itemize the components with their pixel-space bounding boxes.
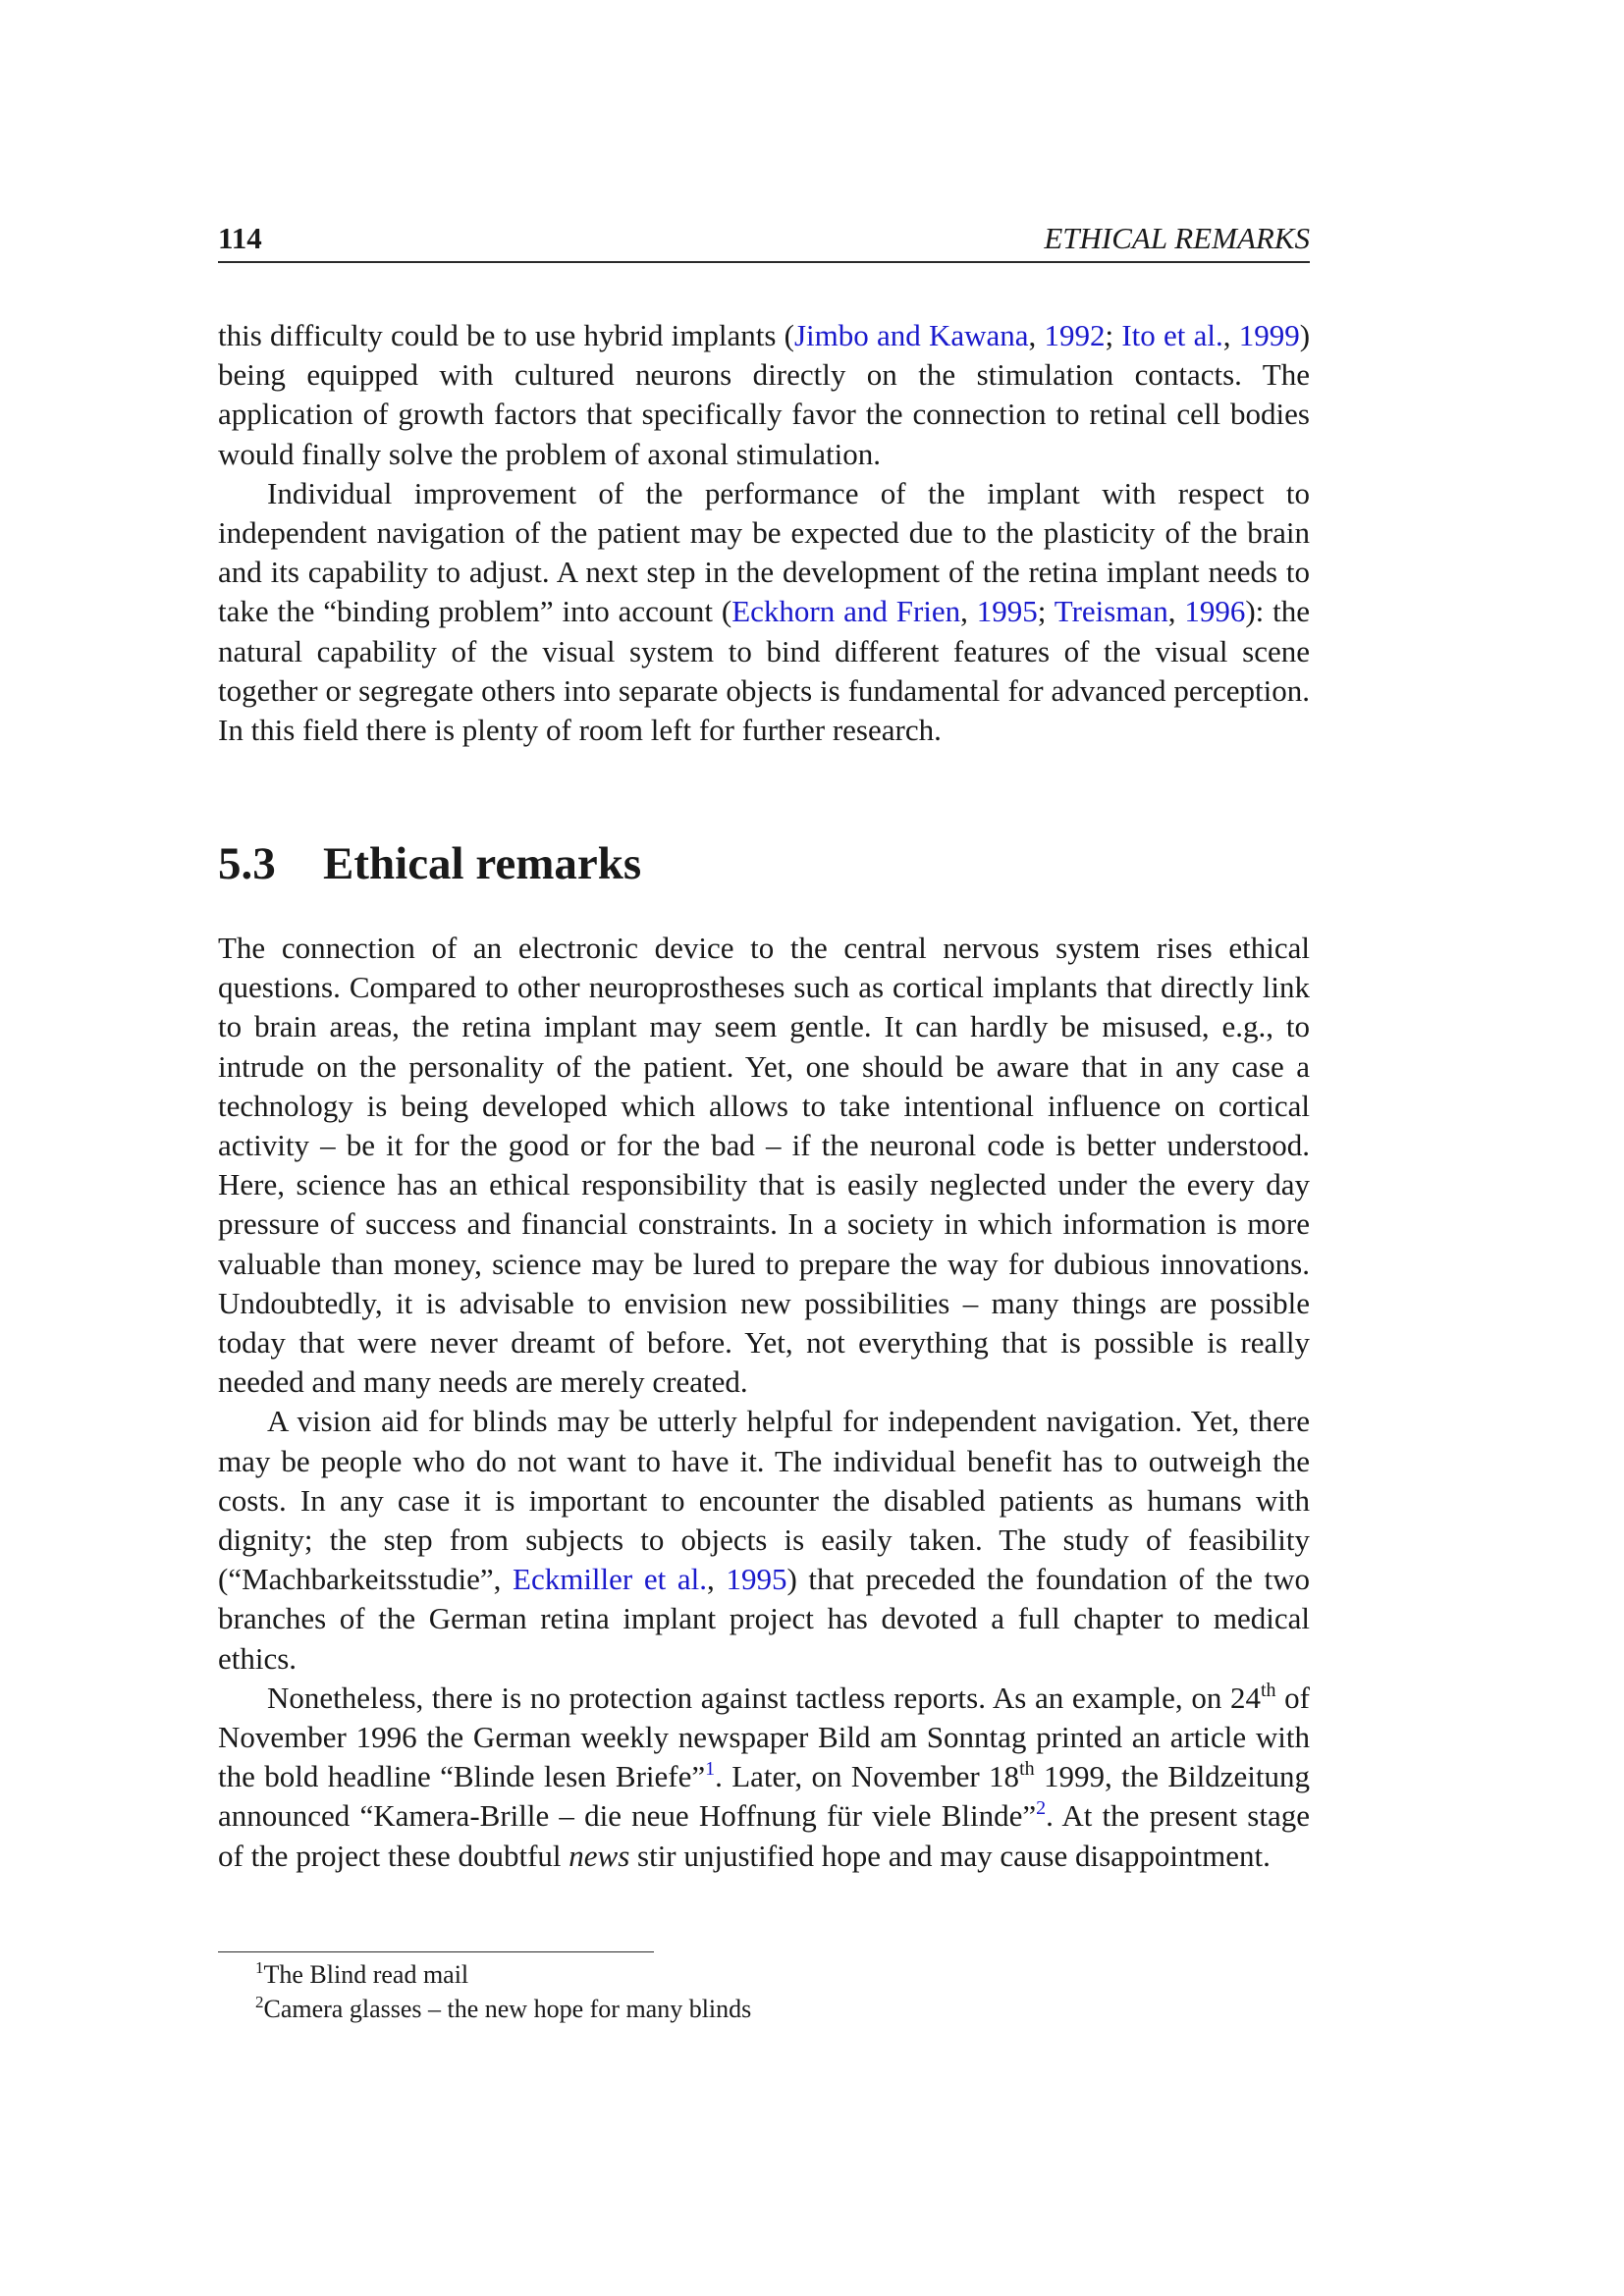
citation-year-link[interactable]: 1996 [1184, 594, 1246, 629]
citation-year-link[interactable]: 1995 [726, 1562, 787, 1597]
footnote-2 [255, 1992, 1310, 2026]
footnotes [255, 1957, 1310, 2026]
citation-link[interactable]: Eckhorn and Frien [731, 594, 961, 629]
paragraph-hybrid-implants: this difficulty could be to use hybrid implants (Jimbo and Kawana, 1992; Ito et al., 1999) being equipped with cultured neurons directly on the stimulation contacts. The application of growth factors that specifically favor the connection to retinal cell bodies would finally solve the problem of axonal stimulation. [218, 318, 1311, 471]
citation-year-link[interactable]: 1999 [1238, 318, 1300, 352]
body-block-section [218, 929, 1310, 1876]
citation-year-link[interactable]: 1995 [976, 594, 1038, 629]
running-title: ETHICAL REMARKS [1044, 221, 1310, 255]
footnote-divider [218, 1951, 654, 1952]
footnote-mark: 1 [255, 1958, 264, 1977]
page-number: 114 [218, 221, 262, 255]
footnote-ref-2[interactable]: 2 [1036, 1797, 1047, 1820]
paragraph-ethical-questions: The connection of an electronic device to the central nervous system rises ethical questions. Compared to other neuroprostheses such as cortical implants that directly link to brain areas, the retina implant may seem gentle. It can hardly be misused, e.g., to intrude on the personality of the patient. Yet, one should be aware that in any case a technology is being developed which allows to take intentional influence on cortical activity – be it for the good or for the bad – if the neuronal code is better understood. Here, science has an ethical responsibility that is easily neglected under the every day pressure of success and financial constraints. In a society in which information is more valuable than money, science may be lured to prepare the way for dubious innovations. Undoubtedly, it is advisable to envision new possibilities – many things are possible today that were never dreamt of before. Yet, not everything that is possible is really needed and many needs are merely created. [218, 931, 1310, 1400]
ordinal-suffix: th [1019, 1758, 1035, 1781]
paragraph-vision-aid: A vision aid for blinds may be utterly helpful for independent navigation. Yet, there may be people who do not want to have it. The individual benefit has to outweigh the costs. In any case it is important to encounter the disabled patients as humans with dignity; the step from subjects to objects is easily taken. The study of feasibility (“Machbarkeitsstudie”, Eckmiller et al., 1995) that preceded the foundation of the two branches of the German retina implant project has devoted a full chapter to medical ethics. [218, 1404, 1311, 1676]
footnote-text: The Blind read mail [263, 1960, 469, 1989]
paragraph-binding-problem: Individual improvement of the performance of the implant with respect to independent navigation of the patient may be expected due to the plasticity of the brain and its capability to adjust. A next step in the development of the retina implant needs to take the “binding problem” into account (Eckhorn and Frien, 1995; Treisman, 1996): the natural capability of the visual system to bind different features of the visual scene together or segregate others into separate objects is fundamental for advanced perception. In this field there is plenty of room left for further research. [218, 475, 1311, 748]
section-title: Ethical remarks [323, 838, 642, 889]
citation-link[interactable]: Ito et al. [1121, 318, 1223, 352]
footnote-1 [255, 1957, 1310, 1992]
footnote-ref-1[interactable]: 1 [705, 1758, 716, 1781]
citation-year-link[interactable]: 1992 [1044, 318, 1106, 352]
section-number: 5.3 [218, 838, 276, 889]
citation-link[interactable]: Eckmiller et al. [513, 1562, 708, 1597]
citation-link[interactable]: Jimbo and Kawana [793, 318, 1029, 352]
section-heading [218, 836, 1310, 891]
citation-link[interactable]: Treisman [1054, 594, 1168, 629]
ordinal-suffix: th [1260, 1679, 1276, 1701]
paragraph-tactless-reports: Nonetheless, there is no protection against tactless reports. As an example, on 24th of November 1996 the German weekly newspaper Bild am Sonntag printed an article with the bold headline “Blinde lesen Briefe”$^1$. Later, on November 18th 1999, the Bildzeitung announced “Kamera-Brille – die neue Hoffnung für viele Blinde”$^2$. At the present stage of the project these doubtful news stir unjustified hope and may cause disappointment. [218, 1679, 1310, 1873]
footnote-text: Camera glasses – the new hope for many blinds [263, 1995, 752, 2023]
running-header [218, 216, 1310, 263]
footnote-mark: 2 [255, 1993, 264, 2011]
emphasis-news: news [568, 1838, 630, 1873]
body-block-top [218, 316, 1310, 750]
